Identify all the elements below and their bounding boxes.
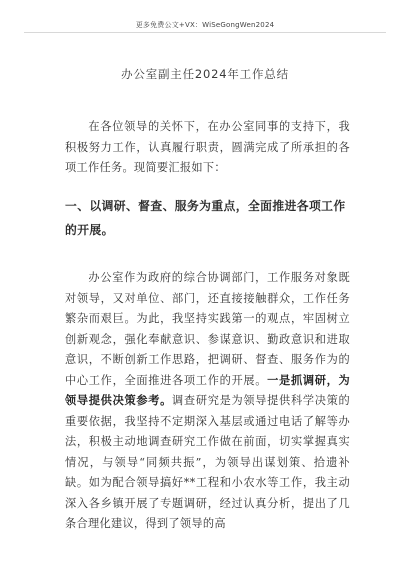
intro-text: 在各位领导的关怀下，在办公室同事的支持下，我积极努力工作，认真履行职责，圆满完成了所承担的各项工作任务。现简要汇报如下：	[65, 120, 350, 174]
section-1-heading: 一、以调研、督查、服务为重点，全面推进各项工作的开展。	[65, 199, 346, 237]
section-1-text-a: 办公室作为政府的综合协调部门，工作服务对象既对领导，又对单位、部门，还直接接触群众，工作任务繁杂而艰巨。为此，我坚持实践第一的观点，牢固树立创新观念，强化奉献意识、参谋意识、勤政意识和进取意识，不断创新工作思路，把调研、督查、服务作为的中心工作，全面推进各项工作的开展。	[65, 271, 350, 387]
header-divider	[24, 32, 386, 33]
section-1-paragraph	[65, 268, 350, 535]
header-note: 更多免费公文+VX：WiSeGongWen2024	[135, 21, 275, 29]
section-1-text-b: 调查研究是为领导提供科学决策的重要依据，我坚持不定期深入基层或通过电话了解等办法，积极主动地调查研究工作做在前面，切实掌握真实情况，与领导“同频共振”，为领导出谋划策、拾遗补缺。如为配合领导搞好**工程和小农水等工作，我主动深入各乡镇开展了专题调研，经过认真分析，提出了几条合理化建议，得到了领导的高	[65, 394, 350, 530]
intro-paragraph	[65, 117, 350, 179]
section-1-bold-point: 一是抓调研，为领导提供决策参考。	[65, 373, 350, 407]
document-title: 办公室副主任2024年工作总结	[121, 67, 289, 81]
